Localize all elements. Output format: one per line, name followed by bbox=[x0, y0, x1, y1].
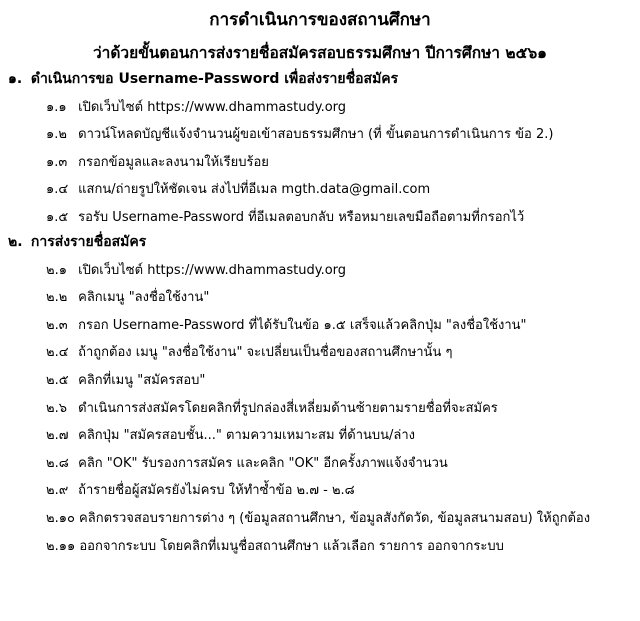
step-number: ๒.๕ bbox=[46, 372, 69, 388]
list-item bbox=[0, 482, 640, 500]
section-heading-text: การส่งรายชื่อสมัคร bbox=[30, 233, 147, 250]
step-number: ๒.๓ bbox=[46, 317, 68, 333]
step-number: ๑.๓ bbox=[46, 154, 68, 170]
list-item bbox=[0, 538, 640, 556]
step-text: ออกจากระบบ โดยคลิกที่เมนูชื่อสถานศึกษา แล้วเลือก รายการ ออกจากระบบ bbox=[79, 538, 504, 554]
step-text: แสกน/ถ่ายรูปให้ชัดเจน ส่งไปที่อีเมล mgth.data@gmail.com bbox=[78, 182, 431, 198]
step-text: คลิกปุ่ม "สมัครสอบชั้น..." ตามความเหมาะสม ที่ด้านบน/ล่าง bbox=[78, 428, 416, 444]
sections-container bbox=[0, 69, 640, 556]
step-text: กรอกข้อมูลและลงนามให้เรียบร้อย bbox=[78, 154, 269, 170]
list-item bbox=[0, 344, 640, 362]
step-number: ๒.๒ bbox=[46, 290, 68, 306]
step-number: ๒.๑๐ bbox=[46, 510, 75, 526]
list-item bbox=[0, 455, 640, 473]
section-heading bbox=[0, 69, 640, 89]
list-item bbox=[0, 510, 640, 528]
step-list bbox=[0, 99, 640, 227]
section-number: ๑. bbox=[8, 71, 23, 87]
section-2 bbox=[0, 232, 640, 556]
step-number: ๒.๘ bbox=[46, 455, 69, 471]
step-text: ถ้าถูกต้อง เมนู "ลงชื่อใช้งาน" จะเปลี่ยนเป็นชื่อของสถานศึกษานั้น ๆ bbox=[78, 345, 453, 361]
step-text: ถ้ารายชื่อผู้สมัครยังไม่ครบ ให้ทำซ้ำข้อ ๒.๗ - ๒.๘ bbox=[78, 483, 355, 499]
step-text: ดำเนินการส่งสมัครโดยคลิกที่รูปกล่องสี่เหลี่ยมด้านซ้ายตามรายชื่อที่จะสมัคร bbox=[78, 400, 498, 416]
section-1 bbox=[0, 69, 640, 227]
step-text: กรอก Username-Password ที่ได้รับในข้อ ๑.๕ เสร็จแล้วคลิกปุ่ม "ลงชื่อใช้งาน" bbox=[78, 317, 527, 333]
step-text: คลิกตรวจสอบรายการต่าง ๆ (ข้อมูลสถานศึกษา, ข้อมูลสังกัดวัด, ข้อมูลสนามสอบ) ให้ถูกต้อง bbox=[79, 510, 591, 526]
step-number: ๒.๗ bbox=[46, 428, 69, 444]
step-text: เปิดเว็บไซต์ https://www.dhammastudy.org bbox=[78, 99, 347, 115]
step-number: ๒.๑๑ bbox=[46, 538, 76, 554]
list-item bbox=[0, 126, 640, 144]
step-text: เปิดเว็บไซต์ https://www.dhammastudy.org bbox=[78, 262, 347, 278]
step-number: ๑.๕ bbox=[46, 209, 69, 225]
step-number: ๒.๖ bbox=[46, 400, 67, 416]
list-item bbox=[0, 289, 640, 307]
step-text: รอรับ Username-Password ที่อีเมลตอบกลับ หรือหมายเลขมือถือตามที่กรอกไว้ bbox=[78, 209, 525, 225]
step-number: ๒.๑ bbox=[46, 262, 67, 278]
list-item bbox=[0, 400, 640, 418]
list-item bbox=[0, 372, 640, 390]
step-text: คลิกที่เมนู "สมัครสอบ" bbox=[78, 372, 206, 388]
document-subtitle: ว่าด้วยขั้นตอนการส่งรายชื่อสมัครสอบธรรมศึกษา ปีการศึกษา ๒๕๖๑ bbox=[92, 44, 548, 62]
section-heading-text: ดำเนินการขอ Username-Password เพื่อส่งรายชื่อสมัคร bbox=[30, 71, 399, 87]
step-number: ๒.๔ bbox=[46, 345, 69, 361]
list-item bbox=[0, 99, 640, 117]
step-number: ๑.๑ bbox=[46, 99, 67, 115]
list-item bbox=[0, 209, 640, 227]
step-list bbox=[0, 262, 640, 556]
section-heading bbox=[0, 232, 640, 252]
list-item bbox=[0, 317, 640, 335]
step-number: ๑.๔ bbox=[46, 182, 69, 198]
step-text: คลิก "OK" รับรองการสมัคร และคลิก "OK" อีกครั้งภาพแจ้งจำนวน bbox=[78, 455, 448, 471]
list-item bbox=[0, 262, 640, 280]
section-number: ๒. bbox=[8, 233, 23, 250]
list-item bbox=[0, 427, 640, 445]
step-number: ๑.๒ bbox=[46, 127, 67, 143]
list-item bbox=[0, 154, 640, 172]
document-title: การดำเนินการของสถานศึกษา bbox=[209, 10, 431, 30]
step-number: ๒.๙ bbox=[46, 483, 69, 499]
list-item bbox=[0, 181, 640, 199]
step-text: ดาวน์โหลดบัญชีแจ้งจำนวนผู้ขอเข้าสอบธรรมศึกษา (ที่ ขั้นตอนการดำเนินการ ข้อ 2.) bbox=[78, 127, 554, 143]
step-text: คลิกเมนู "ลงชื่อใช้งาน" bbox=[78, 290, 210, 306]
